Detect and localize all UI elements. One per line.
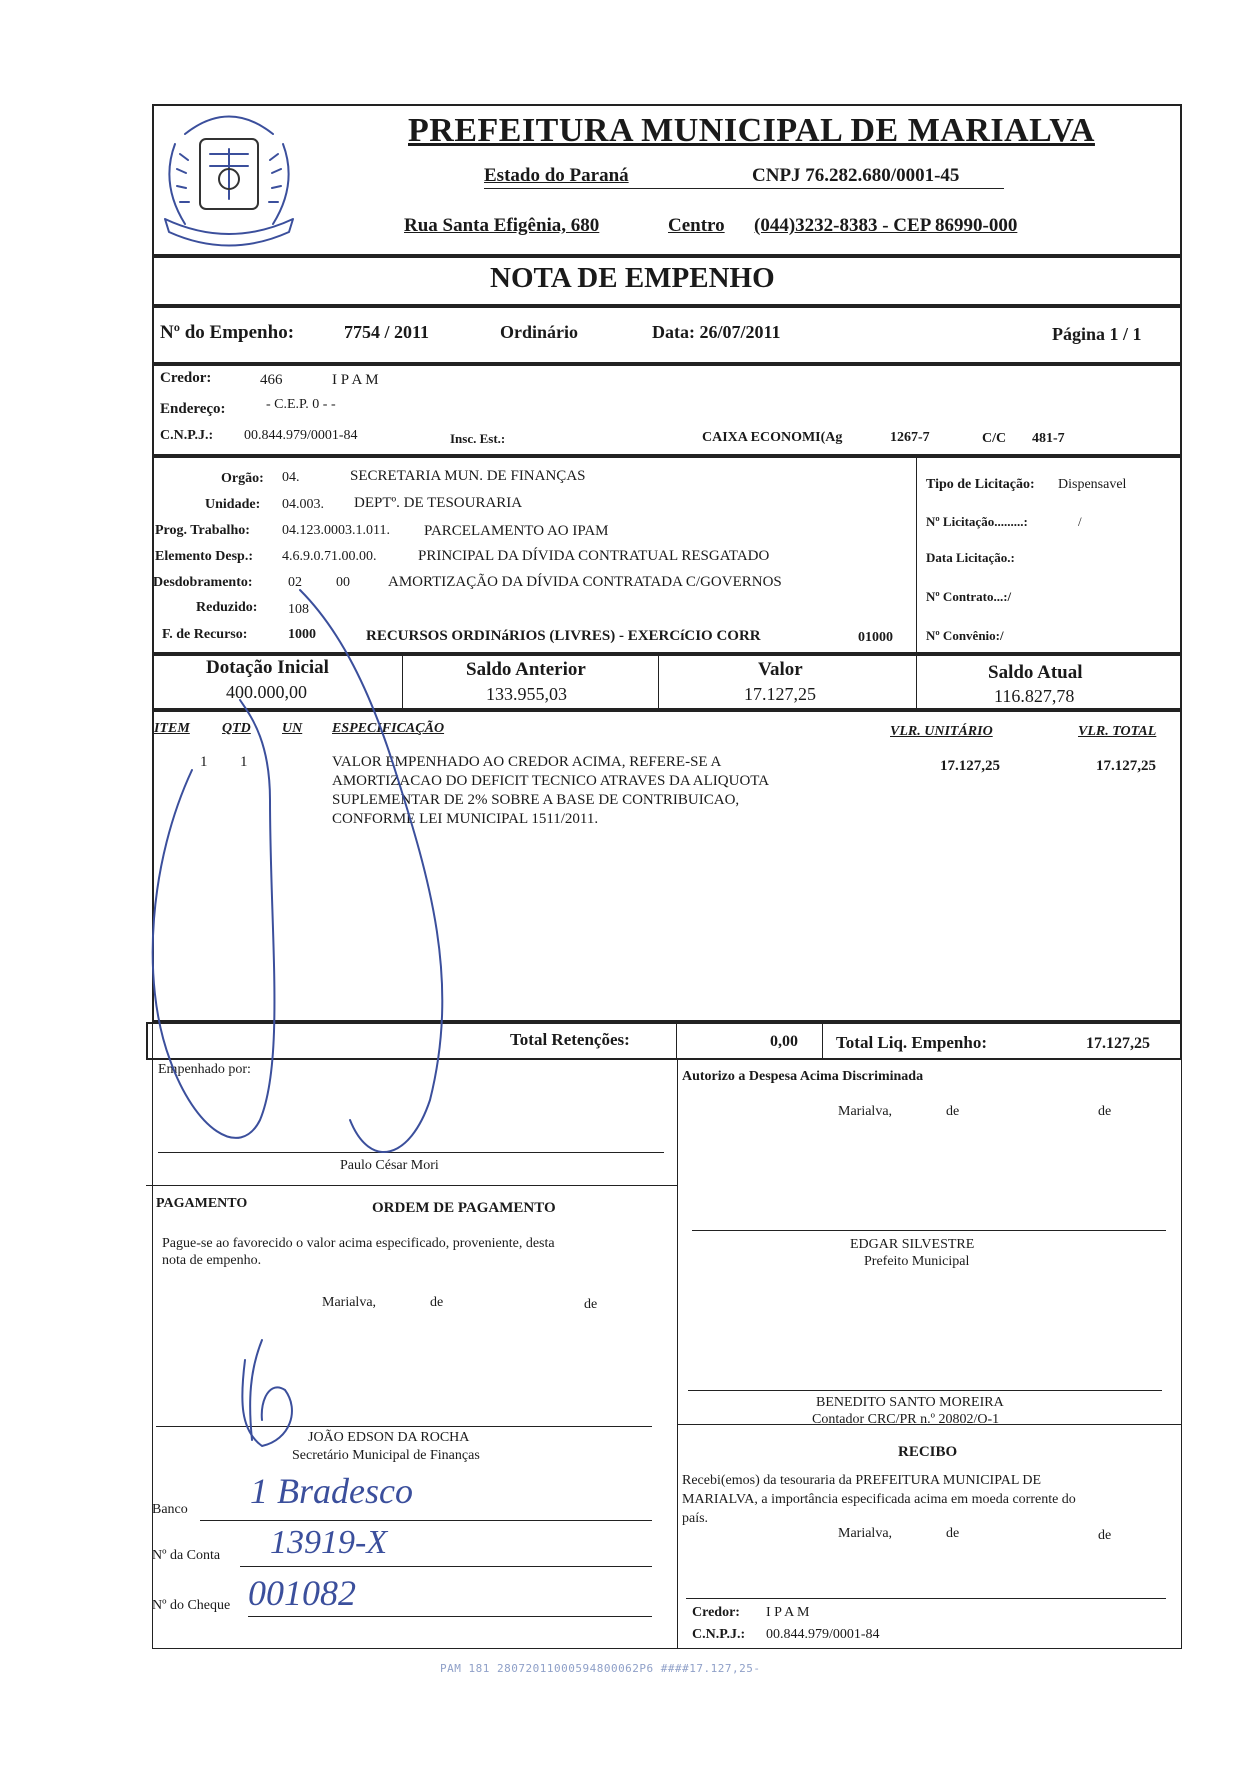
recibo-de-1: de — [946, 1526, 960, 1541]
secretario-name: JOÃO EDSON DA ROCHA — [308, 1430, 470, 1445]
conta-label: Nº da Conta — [152, 1548, 221, 1563]
recibo-text-3: país. — [682, 1511, 709, 1526]
pagamento-de-1: de — [430, 1295, 444, 1310]
pagamento-de-2: de — [584, 1297, 598, 1312]
item-number: 1 — [200, 754, 208, 770]
insc-est-label: Insc. Est.: — [450, 431, 506, 446]
recibo-de-2: de — [1098, 1528, 1112, 1543]
col-vlr-total: VLR. TOTAL — [1078, 724, 1157, 739]
dotacao-value: 400.000,00 — [226, 682, 307, 702]
prefeitura-title: PREFEITURA MUNICIPAL DE MARIALVA — [408, 112, 1095, 149]
credor-cnpj-label: C.N.P.J.: — [160, 428, 214, 443]
orgao-label: Orgão: — [221, 471, 264, 486]
reduzido-label: Reduzido: — [196, 600, 258, 615]
desdobramento-label: Desdobramento: — [153, 575, 253, 590]
elemento-label: Elemento Desp.: — [155, 549, 253, 564]
credor-cc-value: 481-7 — [1032, 431, 1065, 446]
data-licitacao-label: Data Licitação.: — [926, 550, 1015, 565]
empenho-num-label: Nº do Empenho: — [160, 322, 295, 343]
autorizo-de-1: de — [946, 1104, 960, 1119]
empenho-date: Data: 26/07/2011 — [652, 322, 781, 342]
orgao-name: SECRETARIA MUN. DE FINANÇAS — [350, 468, 586, 484]
empenho-type: Ordinário — [500, 322, 579, 342]
orgao-code: 04. — [282, 470, 300, 485]
num-licitacao-label: Nº Licitação.........: — [926, 514, 1028, 529]
saldo-anterior-value: 133.955,03 — [486, 684, 567, 704]
valor-label: Valor — [758, 659, 803, 680]
col-un: UN — [282, 721, 303, 736]
item-desc-line-1: VALOR EMPENHADO AO CREDOR ACIMA, REFERE-SE A — [332, 754, 722, 770]
unidade-code: 04.003. — [282, 497, 324, 512]
credor-bank: CAIXA ECONOMI(Ag — [702, 430, 843, 445]
dotacao-label: Dotação Inicial — [206, 657, 329, 678]
retencoes-label: Total Retenções: — [510, 1030, 630, 1049]
pagamento-label: PAGAMENTO — [156, 1196, 248, 1211]
tipo-licitacao-label: Tipo de Licitação: — [926, 477, 1035, 492]
autorizo-de-2: de — [1098, 1104, 1112, 1119]
unidade-label: Unidade: — [205, 497, 261, 512]
banco-handwritten: 1 Bradesco — [250, 1471, 413, 1511]
saldo-atual-value: 116.827,78 — [994, 686, 1075, 706]
cheque-handwritten: 001082 — [248, 1573, 356, 1613]
credor-code: 466 — [260, 372, 283, 388]
autorizo-city: Marialva, — [838, 1104, 893, 1119]
credor-name: I P A M — [332, 372, 379, 388]
ordem-pagamento-label: ORDEM DE PAGAMENTO — [372, 1200, 556, 1216]
col-item: ITEM — [154, 721, 190, 736]
empenho-num-value: 7754 / 2011 — [344, 322, 430, 342]
col-qtd: QTD — [222, 721, 251, 736]
credor-address-label: Endereço: — [160, 401, 226, 417]
item-vlr-unitario: 17.127,25 — [940, 758, 1000, 774]
prog-name: PARCELAMENTO AO IPAM — [424, 523, 609, 539]
retencoes-value: 0,00 — [770, 1033, 798, 1050]
col-vlr-unitario: VLR. UNITÁRIO — [890, 724, 993, 739]
desdobramento-code: 02 — [288, 575, 302, 590]
elemento-name: PRINCIPAL DA DÍVIDA CONTRATUAL RESGATADO — [418, 548, 770, 564]
page-number: Página 1 / 1 — [1052, 324, 1142, 344]
contador-role: Contador CRC/PR n.º 20802/O-1 — [812, 1412, 1000, 1427]
recibo-cnpj-label: C.N.P.J.: — [692, 1627, 746, 1642]
recibo-cnpj-value: 00.844.979/0001-84 — [766, 1627, 880, 1642]
item-desc-line-2: AMORTIZACAO DO DEFICIT TECNICO ATRAVES DA ALIQUOTA — [332, 773, 770, 789]
cheque-label: Nº do Cheque — [152, 1598, 231, 1613]
prefeito-name: EDGAR SILVESTRE — [850, 1237, 975, 1252]
phone-cep-label: (044)3232-8383 - CEP 86990-000 — [754, 215, 1018, 236]
state-label: Estado do Paraná — [484, 165, 629, 186]
item-desc-line-4: CONFORME LEI MUNICIPAL 1511/2011. — [332, 811, 599, 827]
fonte-name: RECURSOS ORDINáRIOS (LIVRES) - EXERCíCIO CORR — [366, 628, 761, 644]
unidade-name: DEPTº. DE TESOURARIA — [354, 495, 523, 511]
recibo-city: Marialva, — [838, 1526, 893, 1541]
convenio-label: Nº Convênio:/ — [926, 628, 1004, 643]
liq-empenho-label: Total Liq. Empenho: — [836, 1033, 987, 1052]
conta-handwritten: 13919-X — [270, 1524, 388, 1561]
tipo-licitacao-value: Dispensavel — [1058, 477, 1127, 492]
prog-code: 04.123.0003.1.011. — [282, 523, 390, 538]
item-vlr-total: 17.127,25 — [1096, 758, 1156, 774]
fonte-label: F. de Recurso: — [162, 627, 248, 642]
pagamento-text-2: nota de empenho. — [162, 1253, 262, 1268]
num-licitacao-value: / — [1078, 514, 1082, 529]
desdobramento-name: AMORTIZAÇÃO DA DÍVIDA CONTRATADA C/GOVERNOS — [388, 574, 782, 590]
saldo-anterior-label: Saldo Anterior — [466, 659, 586, 680]
credor-address-value: - C.E.P. 0 - - — [266, 397, 336, 412]
prefeito-role: Prefeito Municipal — [864, 1254, 970, 1269]
credor-agency: 1267-7 — [890, 430, 930, 445]
recibo-text-2: MARIALVA, a importância especificada acima em moeda corrente do — [682, 1492, 1076, 1507]
doc-title: NOTA DE EMPENHO — [490, 262, 775, 294]
banco-label: Banco — [152, 1502, 188, 1517]
address-label: Rua Santa Efigênia, 680 — [404, 215, 600, 236]
recibo-label: RECIBO — [898, 1444, 958, 1460]
recibo-text-1: Recebi(emos) da tesouraria da PREFEITURA MUNICIPAL DE — [682, 1473, 1042, 1488]
footer-code: PAM 181 28072011000594800062P6 ####17.127,25- — [440, 1662, 761, 1675]
fonte-code2: 01000 — [858, 630, 893, 645]
district-label: Centro — [668, 215, 725, 236]
saldo-atual-label: Saldo Atual — [988, 662, 1083, 683]
reduzido-value: 108 — [288, 602, 309, 617]
col-especificacao: ESPECIFICAÇÃO — [332, 721, 445, 736]
valor-value: 17.127,25 — [744, 684, 816, 704]
credor-label: Credor: — [160, 370, 212, 386]
item-qtd: 1 — [240, 754, 248, 770]
desdobramento-code2: 00 — [336, 575, 350, 590]
secretario-role: Secretário Municipal de Finanças — [292, 1448, 480, 1463]
pagamento-text-1: Pague-se ao favorecido o valor acima especificado, proveniente, desta — [162, 1236, 555, 1251]
cnpj-label: CNPJ 76.282.680/0001-45 — [752, 165, 960, 186]
recibo-credor-label: Credor: — [692, 1605, 740, 1620]
empenhado-label: Empenhado por: — [158, 1062, 251, 1077]
contrato-label: Nº Contrato...:/ — [926, 589, 1012, 604]
recibo-credor-value: I P A M — [766, 1605, 810, 1620]
pagamento-city: Marialva, — [322, 1295, 377, 1310]
contador-name: BENEDITO SANTO MOREIRA — [816, 1395, 1004, 1410]
autorizo-label: Autorizo a Despesa Acima Discriminada — [682, 1069, 924, 1084]
empenhado-name: Paulo César Mori — [340, 1158, 439, 1173]
elemento-code: 4.6.9.0.71.00.00. — [282, 549, 377, 564]
liq-empenho-value: 17.127,25 — [1086, 1035, 1150, 1052]
credor-cc-label: C/C — [982, 431, 1007, 446]
fonte-code: 1000 — [288, 627, 316, 642]
credor-cnpj-value: 00.844.979/0001-84 — [244, 428, 358, 443]
prog-label: Prog. Trabalho: — [155, 523, 250, 538]
item-desc-line-3: SUPLEMENTAR DE 2% SOBRE A BASE DE CONTRIBUICAO, — [332, 792, 740, 808]
